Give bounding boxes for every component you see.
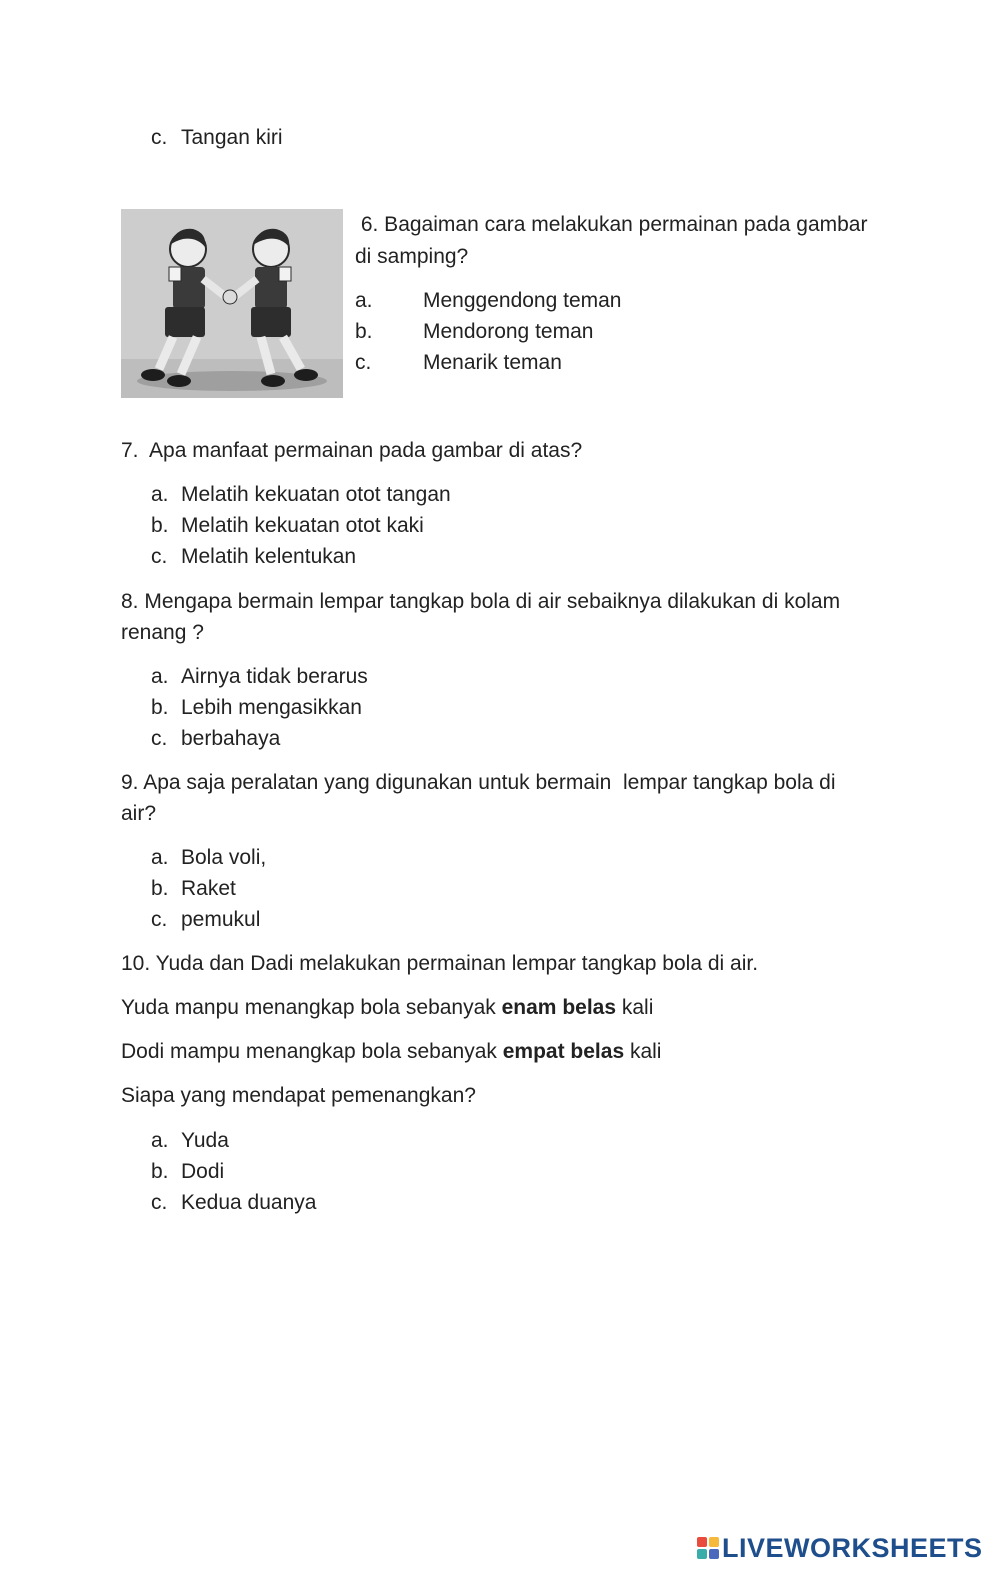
option-letter: b. (151, 514, 169, 537)
q6-question-line2: di samping? (355, 245, 469, 268)
option-letter: b. (151, 1160, 169, 1183)
option-text: Bola voli, (181, 846, 267, 869)
option-letter: a. (151, 483, 169, 506)
option-letter: c. (151, 727, 168, 750)
option-text: Kedua duanya (181, 1191, 317, 1214)
q10-question-line2: Siapa yang mendapat pemenangkan? (121, 1084, 476, 1107)
dodi-text-before: Dodi mampu menangkap bola sebanyak (121, 1040, 503, 1063)
q7-question: 7. Apa manfaat permainan pada gambar di atas? (121, 439, 583, 462)
option-text: Menarik teman (423, 351, 562, 374)
option-text: Menggendong teman (423, 289, 622, 312)
option-letter: a. (355, 289, 373, 312)
q10-yuda-line (121, 997, 653, 1018)
option-letter: a. (151, 846, 169, 869)
option-letter: c. (151, 545, 168, 568)
option-letter: c. (151, 908, 168, 931)
option-text: Melatih kekuatan otot tangan (181, 483, 451, 506)
yuda-text-after: kali (616, 996, 654, 1019)
option-text: pemukul (181, 908, 261, 931)
q9-question-line1: 9. Apa saja peralatan yang digunakan untuk bermain lempar tangkap bola di (121, 771, 836, 794)
children-game-photo (121, 209, 343, 398)
liveworksheets-watermark (697, 1533, 983, 1563)
yuda-count: enam belas (501, 996, 617, 1019)
q10-question-line1: 10. Yuda dan Dadi melakukan permainan lempar tangkap bola di air. (121, 952, 759, 975)
liveworksheets-logo-icon (697, 1537, 719, 1559)
option-text: Raket (181, 877, 236, 900)
dodi-count: empat belas (502, 1040, 625, 1063)
option-letter: b. (151, 877, 169, 900)
option-text: Airnya tidak berarus (181, 665, 368, 688)
option-letter: c. (151, 126, 168, 149)
q8-question-line1: 8. Mengapa bermain lempar tangkap bola di air sebaiknya dilakukan di kolam (121, 590, 841, 613)
dodi-text-after: kali (624, 1040, 662, 1063)
option-text: Melatih kekuatan otot kaki (181, 514, 424, 537)
option-text: berbahaya (181, 727, 281, 750)
q10-dodi-line (121, 1041, 661, 1062)
q6-question-line1: 6. Bagaiman cara melakukan permainan pada gambar (355, 213, 868, 236)
option-text: Lebih mengasikkan (181, 696, 362, 719)
option-letter: b. (355, 320, 373, 343)
option-letter: c. (151, 1191, 168, 1214)
q8-question-line2: renang ? (121, 621, 204, 644)
option-text: Dodi (181, 1160, 225, 1183)
watermark-text: LIVEWORKSHEETS (722, 1532, 983, 1563)
yuda-text-before: Yuda manpu menangkap bola sebanyak (121, 996, 502, 1019)
option-letter: a. (151, 665, 169, 688)
option-letter: b. (151, 696, 169, 719)
q9-question-line2: air? (121, 802, 157, 825)
option-text: Yuda (181, 1129, 229, 1152)
option-text: Tangan kiri (181, 126, 283, 149)
option-text: Mendorong teman (423, 320, 594, 343)
option-text: Melatih kelentukan (181, 545, 357, 568)
option-letter: c. (355, 351, 372, 374)
option-letter: a. (151, 1129, 169, 1152)
